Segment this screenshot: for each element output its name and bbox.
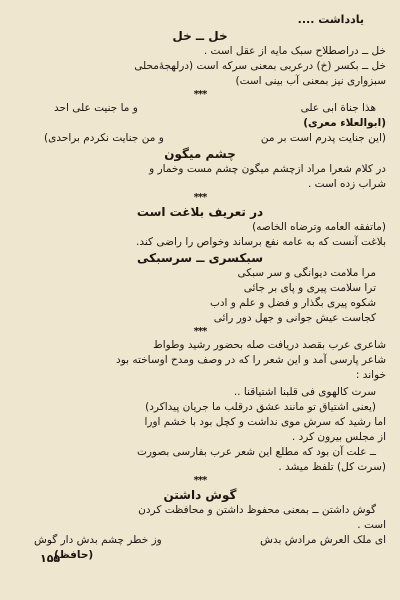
heading-sarsabki: سبکسری ــ سرسبکی xyxy=(137,251,263,265)
section-divider-stars: *** xyxy=(193,89,207,100)
story-arabic-verse: سرت کالهوی فی قلبنا اشتیاقنا .. xyxy=(233,386,376,398)
verse-hemistich-2: و ما جنیت علی احد xyxy=(54,102,138,114)
khal-arabic-verse xyxy=(14,101,386,116)
gush-attribution: (حافظ) xyxy=(54,549,94,561)
balaghat-line-1: (ماتفقه العامه وترضاه الخاصه) xyxy=(252,221,386,233)
section-divider-stars: *** xyxy=(193,475,207,486)
page-number: ۱۵۵ xyxy=(40,552,61,565)
sarsabki-verse-2: ترا سلامت پیری و پای بر جائی xyxy=(243,282,376,294)
sarsabki-verse-3: شکوه پیری بگذار و فضل و علم و ادب xyxy=(209,297,376,309)
story-line-1: شاعری عرب بقصد دریافت صله بحضور رشید وطواط xyxy=(153,339,386,351)
story-translation-1: (یعنی اشتیاق تو مانند عشق درقلب ما جریان پیداکرد) xyxy=(145,401,376,413)
story-translation-5: (سرت کل) تلفظ میشد . xyxy=(278,461,386,473)
khal-line-2: خل ــ بکسر (خ) درعربی بمعنی سرکه است (درلهجۀمحلی xyxy=(134,60,386,72)
khal-line-3: سبزواری نیز بمعنی آب بینی است) xyxy=(235,75,386,87)
heading-khal: خل ــ خل xyxy=(172,29,228,43)
section-divider-stars: *** xyxy=(193,326,207,337)
story-line-3: خواند : xyxy=(355,369,386,381)
heading-cheshm-migun: چشم میگون xyxy=(164,147,236,161)
balaghat-line-2: بلاغت آنست که به عامه نفع برساند وخواص را راضی کند. xyxy=(135,236,386,248)
verse-hemistich-1: ای ملک العرش مرادش بدش xyxy=(260,534,386,546)
sarsabki-verse-4: کجاست عیش جوانی و جهل دور رائی xyxy=(213,312,376,324)
verse-hemistich-2: وز خطر چشم بدش دار گوش xyxy=(34,534,162,546)
khal-attribution: (ابوالعلاء معری) xyxy=(303,117,386,129)
khal-translation xyxy=(14,131,386,146)
translation-part-2: و من جنایت نکردم براحدی) xyxy=(44,132,164,144)
translation-part-1: (این جنایت پدرم است بر من xyxy=(260,132,386,144)
story-translation-4: ــ علت آن بود که مطلع این شعر عرب بفارسی بصورت xyxy=(136,446,376,458)
heading-balaghat: در تعریف بلاغت است xyxy=(136,205,264,219)
gush-hafez-verse xyxy=(14,533,386,548)
running-head: یادداشت .... xyxy=(297,13,364,26)
gush-line-1: گوش داشتن ــ بمعنی محفوظ داشتن و محافظت کردن xyxy=(138,504,376,516)
sarsabki-verse-1: مرا ملامت دیوانگی و سر سبکی xyxy=(237,267,376,279)
cheshm-line-2: شراب زده است . xyxy=(307,178,386,190)
story-line-2: شاعر پارسی آمد و این شعر را که در وصف ومدح اوساخته بود xyxy=(116,354,386,366)
story-translation-3: از مجلس بیرون کرد . xyxy=(291,431,386,443)
heading-gush-dashtan: گوش داشتن xyxy=(163,488,237,502)
section-divider-stars: *** xyxy=(193,192,207,203)
khal-line-1: خل ــ دراصطلاح سبک مایه از عقل است . xyxy=(203,45,386,57)
verse-hemistich-1: هذا جناة ابی علی xyxy=(300,102,376,114)
cheshm-line-1: در کلام شعرا مراد ازچشم میگون چشم مست وخمار و xyxy=(149,163,386,175)
story-translation-2: اما رشید که سرش موی نداشت و کچل بود با خشم اورا xyxy=(144,416,386,428)
gush-line-2: است . xyxy=(357,519,386,531)
